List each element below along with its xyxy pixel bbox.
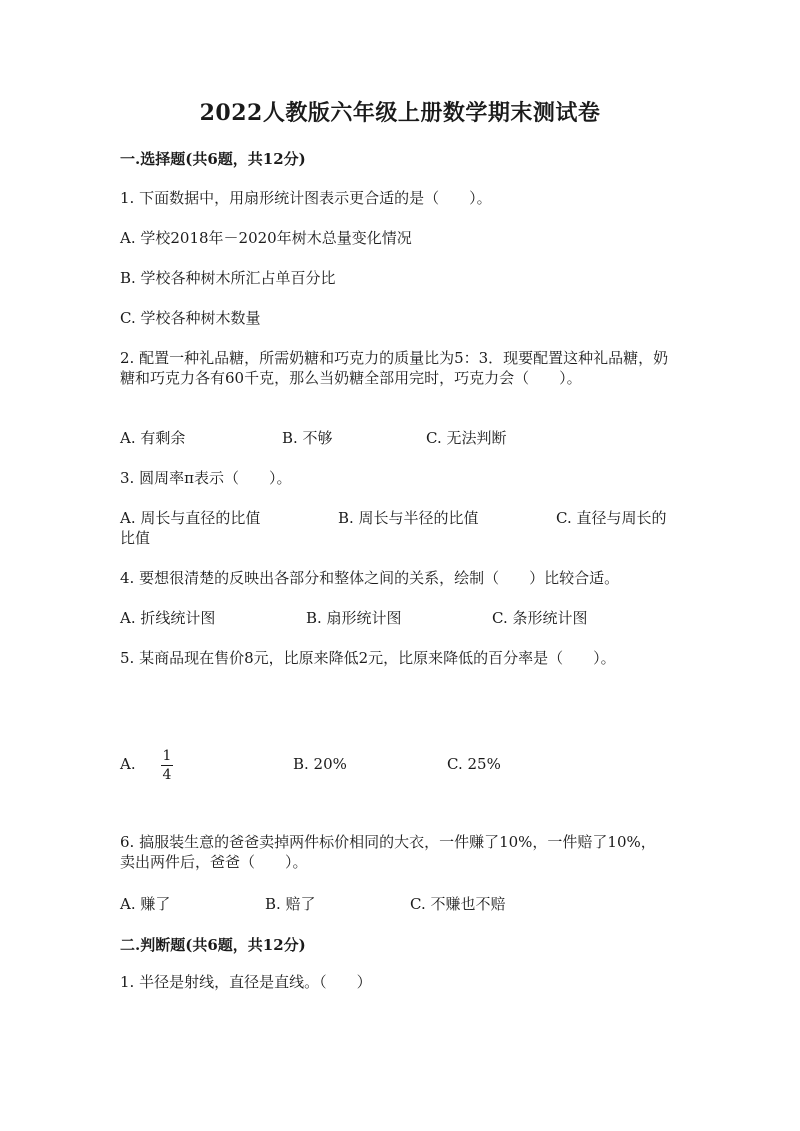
question-1-stem: 1. 下面数据中，用扇形统计图表示更合适的是（ ）。 <box>120 189 492 207</box>
question-6-option-a: A. 赚了 <box>120 895 171 913</box>
question-4-option-b: B. 扇形统计图 <box>306 609 402 627</box>
fraction-bar <box>161 765 173 766</box>
question-5-option-a-label: A. <box>120 755 136 773</box>
question-6-option-c: C. 不赚也不赔 <box>410 895 506 913</box>
question-3-stem: 3. 圆周率π表示（ ）。 <box>120 469 292 487</box>
question-6-stem: 6. 搞服装生意的爸爸卖掉两件标价相同的大衣，一件赚了10%，一件赔了10%，卖出两件后，爸爸（ ）。 <box>120 833 656 871</box>
question-5-option-c: C. 25% <box>447 755 501 773</box>
judgement-1-stem: 1. 半径是射线，直径是直线。（ ） <box>120 973 372 991</box>
question-1-option-b: B. 学校各种树木所汇占单百分比 <box>120 269 336 287</box>
page-title: 2022人教版六年级上册数学期末测试卷 <box>199 100 601 126</box>
question-4-stem: 4. 要想很清楚的反映出各部分和整体之间的关系，绘制（ ）比较合适。 <box>120 569 620 587</box>
question-2-stem: 2. 配置一种礼品糖，所需奶糖和巧克力的质量比为5：3．现要配置这种礼品糖，奶糖和巧克力各有60千克，那么当奶糖全部用完时，巧克力会（ ）。 <box>120 349 669 387</box>
section-heading-judgement: 二.判断题(共6题，共12分) <box>120 936 306 954</box>
question-4-option-c: C. 条形统计图 <box>492 609 588 627</box>
question-1-option-c: C. 学校各种树木数量 <box>120 309 261 327</box>
question-2-option-c: C. 无法判断 <box>426 429 507 447</box>
question-5-option-a-fraction <box>160 748 174 783</box>
question-5-stem: 5. 某商品现在售价8元，比原来降低2元，比原来降低的百分率是（ ）。 <box>120 649 616 667</box>
section-heading-choice: 一.选择题(共6题，共12分) <box>120 150 306 168</box>
fraction-denominator: 4 <box>162 767 172 783</box>
question-1-option-a: A. 学校2018年－2020年树木总量变化情况 <box>120 229 412 247</box>
question-3-option-a: A. 周长与直径的比值 <box>120 509 261 527</box>
question-2-option-b: B. 不够 <box>282 429 333 447</box>
question-3-option-c: C. 直径与周长的比值 <box>120 509 667 547</box>
question-2-option-a: A. 有剩余 <box>120 429 186 447</box>
question-3-option-b: B. 周长与半径的比值 <box>338 509 479 527</box>
question-5-option-b: B. 20% <box>293 755 347 773</box>
fraction-numerator: 1 <box>162 748 172 764</box>
question-4-option-a: A. 折线统计图 <box>120 609 216 627</box>
question-6-option-b: B. 赔了 <box>265 895 316 913</box>
